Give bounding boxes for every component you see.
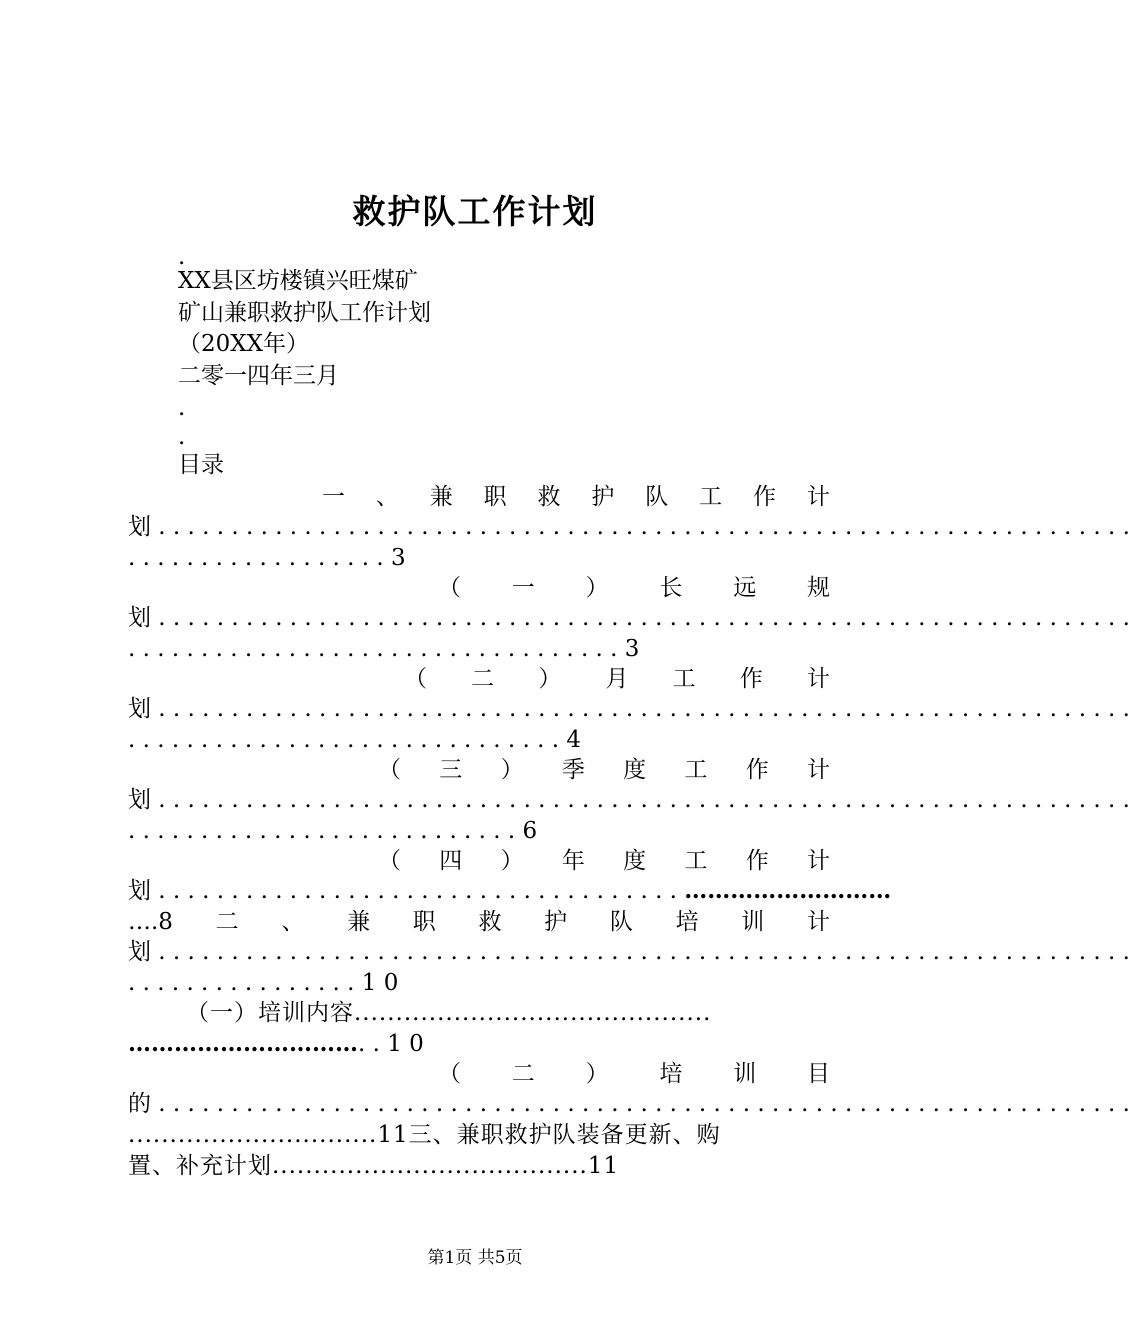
toc-entry-3-label: ..............................11三、兼职救护队装备更新、购 xyxy=(128,1122,721,1148)
toc-leader-line: 划................................................................... xyxy=(128,787,1137,813)
toc-entry-1-4-label: （ 四 ） 年 度 工 作 计 xyxy=(378,848,830,874)
toc-entry-1-label: 一 、 兼 职 救 护 队 工 作 计 xyxy=(322,484,830,510)
header-line-date: 二零一四年三月 xyxy=(178,363,339,389)
header-line-dot: . xyxy=(178,244,186,270)
toc-leader-line: 划................................................................... xyxy=(128,605,1137,631)
toc-page-number: ................10 xyxy=(128,970,406,996)
header-line-dot: . xyxy=(178,395,186,421)
page-footer: 第1页 共5页 xyxy=(427,1248,523,1268)
toc-page-number: …………………………..10 xyxy=(128,1030,432,1057)
toc-entry-1-3-label: （ 三 ） 季 度 工 作 计 xyxy=(378,757,830,783)
header-line-company: XX县区坊楼镇兴旺煤矿 xyxy=(178,268,418,294)
toc-entry-2-2-label: （ 二 ） 培 训 目 xyxy=(438,1061,830,1087)
toc-leader-line: 划....................................……………………… xyxy=(128,877,892,904)
toc-entry-2-1-label: （一）培训内容........................................... xyxy=(186,1000,712,1026)
toc-leader-line: 划................................................................... xyxy=(128,696,1137,722)
header-line-year: （20XX年） xyxy=(178,331,310,357)
toc-entry-2-label: ….8 二 、 兼 职 救 护 队 培 训 计 xyxy=(128,909,830,935)
toc-entry-1-2-label: （ 二 ） 月 工 作 计 xyxy=(404,666,830,692)
header-line-plan-name: 矿山兼职救护队工作计划 xyxy=(178,300,431,326)
toc-leader-line: 的................................................................... xyxy=(128,1091,1137,1117)
document-title: 救护队工作计划 xyxy=(352,192,598,231)
toc-leader-line: 划................................................................... xyxy=(128,514,1137,540)
toc-leader-line: 划................................................................... xyxy=(128,939,1137,965)
toc-heading: 目录 xyxy=(178,452,224,478)
toc-entry-3-continuation: 置、补充计划......................................11 xyxy=(128,1153,620,1179)
toc-page-number: ..................................3 xyxy=(128,636,647,662)
header-line-dot: . xyxy=(178,424,186,450)
toc-entry-1-1-label: （ 一 ） 长 远 规 xyxy=(438,575,830,601)
toc-page-number: ...........................6 xyxy=(128,818,545,844)
toc-page-number: ..................3 xyxy=(128,545,413,571)
toc-page-number: ..............................4 xyxy=(128,727,589,753)
